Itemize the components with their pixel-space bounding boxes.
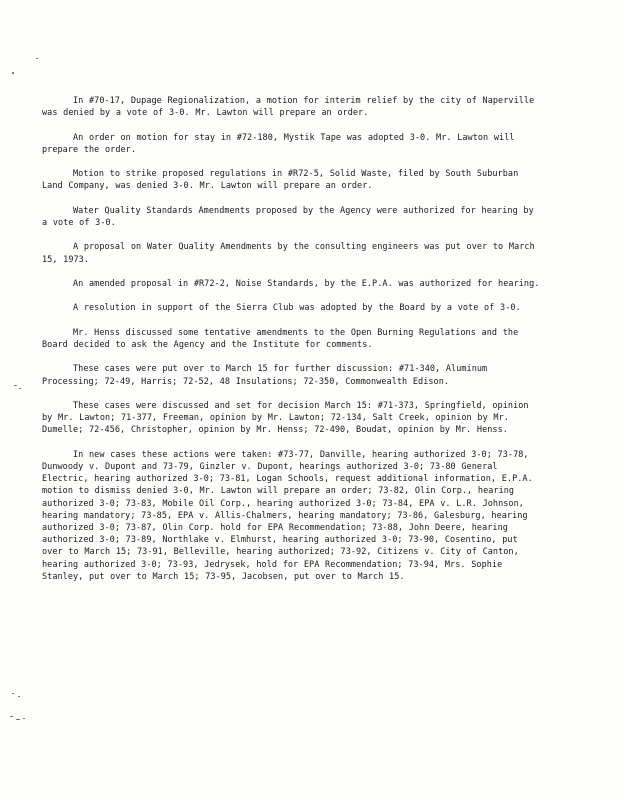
scan-speck (18, 696, 20, 697)
paragraph: An order on motion for stay in #72-180, Mystik Tape was adopted 3-0. Mr. Lawton will prepare the order. (42, 132, 515, 155)
paragraph: Motion to strike proposed regulations in #R72-5, Solid Waste, filed by South Suburban Land Company, was denied 3-0. Mr. Lawton will prepare an order. (42, 169, 519, 192)
scan-speck (36, 58, 38, 59)
paragraph: Water Quality Standards Amendments proposed by the Agency were authorized for hearing by a vote of 3-0. (42, 205, 534, 228)
paragraph: Mr. Henss discussed some tentative amendments to the Open Burning Regulations and the Board decided to ask the Agency and the Institute for comments. (42, 327, 519, 350)
minutes-body (42, 95, 542, 595)
scan-speck (14, 385, 17, 386)
scan-speck (12, 72, 14, 74)
paragraph: A resolution in support of the Sierra Club was adopted by the Board by a vote of 3-0. (73, 303, 521, 314)
paragraph: A proposal on Water Quality Amendments by the consulting engineers was put over to March 15, 1973. (42, 242, 535, 265)
scan-speck (16, 719, 20, 720)
paragraph: These cases were discussed and set for decision March 15: #71-373, Springfield, opinion by Mr. Lawton; 71-377, Freeman, opinion by Mr. Lawton; 72-134, Salt Creek, opinion by Mr. Dumelle; 72-456, Christopher, opinion by Mr. Henss; 72-490, Boudat, opinion by Mr. Henss. (42, 400, 529, 436)
paragraph: In new cases these actions were taken: #73-77, Danville, hearing authorized 3-0; 73-78, Dunwoody v. Dupont and 73-79, Ginzler v. Dupont, hearings authorized 3-0; 73-80 General Electric, hearing authorized 3-0; 73-81, Logan Schools, request additional information, E.P.A. motion to dismiss denied 3-0, Mr. Lawton will prepare an order; 73-82, Olin Corp., hearing authorized 3-0; 73-83, Mobile Oil Corp., hearing authorized 3-0; 73-84, EPA v. L.R. Johnson, hearing mandatory; 73-85, EPA v. Allis-Chalmers, hearing mandatory; 73-86, Galesburg, hearing authorized 3-0; 73-87, Olin Corp. hold for EPA Recommendation; 73-88, John Deere, hearing authorized 3-0; 73-89, Northlake v. Elmhurst, hearing authorized 3-0; 73-90, Cosentino, put over to March 15; 73-91, Belleville, hearing authorized; 73-92, Citizens v. City of Canton, hearing authorized 3-0; 73-93, Jedrysek, hold for EPA Recommendation; 73-94, Mrs. Sophie Stanley, put over to March 15; 73-95, Jacobsen, put over to March 15. (42, 449, 533, 582)
scan-speck (19, 388, 21, 389)
paragraph: These cases were put over to March 15 for further discussion: #71-340, Aluminum Processing; 72-49, Harris; 72-52, 48 Insulations; 72-350, Commonwealth Edison. (42, 364, 488, 387)
scan-speck (12, 693, 14, 694)
paragraph: An amended proposal in #R72-2, Noise Standards, by the E.P.A. was authorized for hearing. (73, 278, 540, 289)
paragraph: In #70-17, Dupage Regionalization, a motion for interim relief by the city of Naperville was denied by a vote of 3-0. Mr. Lawton will prepare an order. (42, 96, 535, 119)
scan-speck (10, 716, 13, 717)
scan-speck (23, 718, 25, 719)
